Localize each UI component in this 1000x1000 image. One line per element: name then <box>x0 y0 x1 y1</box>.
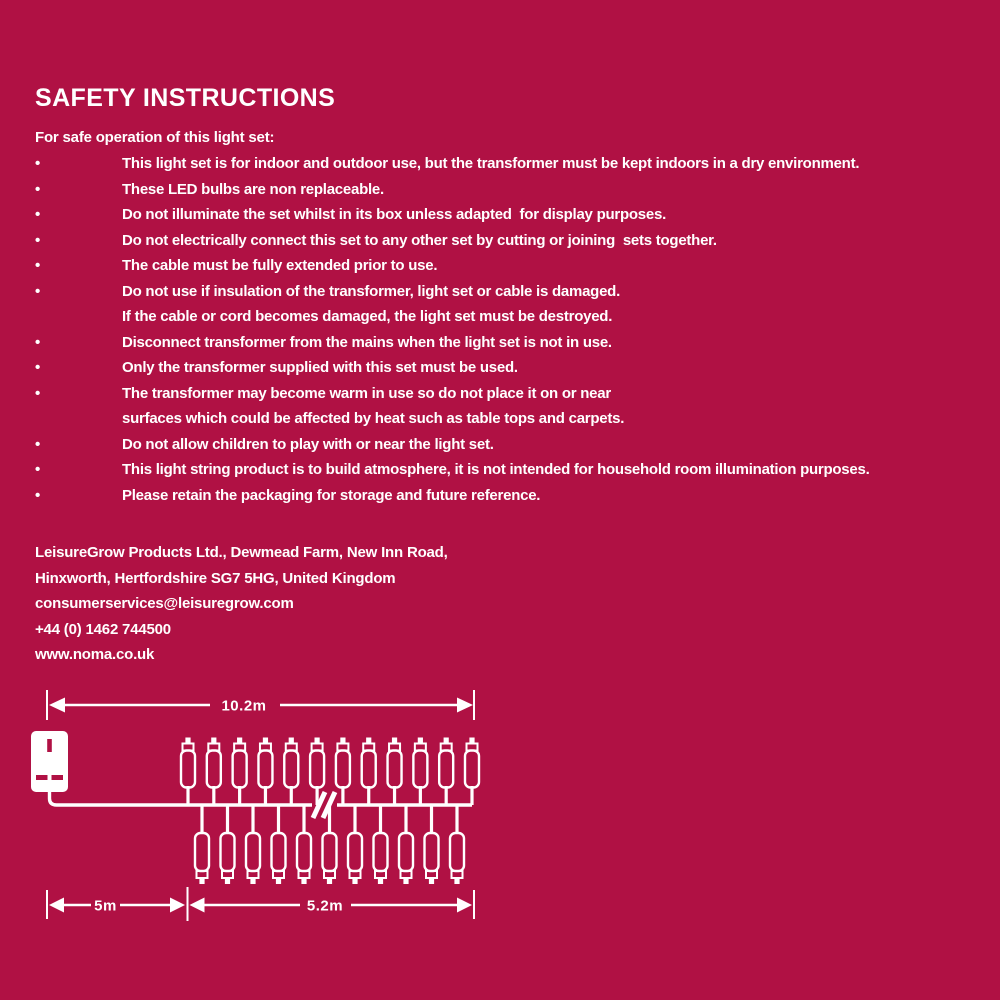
total-length-label: 10.2m <box>221 697 267 715</box>
bulb-up <box>233 738 247 806</box>
arrow-right-icon <box>457 898 472 913</box>
bulb-down <box>450 806 464 885</box>
bulb-down <box>425 806 439 885</box>
instruction-text: This light string product is to build atmosphere, it is not intended for household room illumination purposes. <box>122 461 870 478</box>
instruction-item <box>35 457 997 483</box>
lit-length-label: 5.2m <box>306 897 344 915</box>
bulb-tip <box>250 878 255 884</box>
bulb-tip <box>378 878 383 884</box>
bulb-tip <box>392 738 397 744</box>
instruction-item <box>35 406 997 432</box>
bulb-body <box>310 751 324 788</box>
instruction-text: The cable must be fully extended prior to use. <box>122 257 438 274</box>
arrow-left-icon <box>49 898 64 913</box>
instruction-item <box>35 330 997 356</box>
instruction-item <box>35 253 997 279</box>
bulb-body <box>323 833 337 871</box>
bulb-tip <box>340 738 345 744</box>
bullet-dot: • <box>35 155 41 172</box>
contact-line: Hinxworth, Hertfordshire SG7 5HG, United Kingdom <box>35 569 396 587</box>
page-title: SAFETY INSTRUCTIONS <box>35 84 336 112</box>
bulb-tip <box>199 878 204 884</box>
bulb-down <box>374 806 388 885</box>
lead-length-dimension <box>47 887 188 921</box>
bulb-body <box>399 833 413 871</box>
bullet-dot <box>35 406 122 432</box>
bullet-dot <box>35 304 122 330</box>
bulb-up <box>207 738 221 806</box>
bulb-tip <box>429 878 434 884</box>
instruction-item <box>35 228 997 254</box>
instruction-text: These LED bulbs are non replaceable. <box>122 180 384 198</box>
bulb-tip <box>301 878 306 884</box>
instruction-item <box>35 279 997 305</box>
instruction-item <box>35 151 997 177</box>
bulb-tip <box>211 738 216 744</box>
total-length-dimension <box>47 690 474 720</box>
bulb-up <box>336 738 350 806</box>
bulb-tip <box>469 738 474 744</box>
contact-line: +44 (0) 1462 744500 <box>35 620 171 638</box>
instruction-text: Please retain the packaging for storage and future reference. <box>122 486 541 504</box>
bulb-body <box>413 751 427 788</box>
bulb-body <box>233 751 247 788</box>
bulb-tip <box>225 878 230 884</box>
bulb-body <box>297 833 311 871</box>
instruction-text: This light set is for indoor and outdoor use, but the transformer must be kept indoors in a dry environment. <box>122 155 860 172</box>
bulbs-down-group <box>195 806 464 885</box>
light-string-cable <box>50 790 473 805</box>
bullet-dot: • <box>35 282 41 300</box>
bulb-body <box>425 833 439 871</box>
bulb-body <box>362 751 376 788</box>
instruction-text: Do not electrically connect this set to any other set by cutting or joining sets together. <box>122 231 717 249</box>
bulb-body <box>195 833 209 871</box>
instruction-item <box>35 483 997 509</box>
instruction-text: The transformer may become warm in use so do not place it on or near <box>122 384 611 402</box>
bulb-tip <box>185 738 190 744</box>
bulb-body <box>284 751 298 788</box>
arrow-right-icon <box>170 898 185 913</box>
bulb-body <box>272 833 286 871</box>
string-light-diagram <box>28 686 490 938</box>
bulb-down <box>195 806 209 885</box>
arrow-left-icon <box>49 698 65 713</box>
instruction-text: Do not allow children to play with or near the light set. <box>122 435 494 453</box>
bulb-up <box>181 738 195 806</box>
bulb-down <box>272 806 286 885</box>
bulb-tip <box>352 878 357 884</box>
instruction-text: surfaces which could be affected by heat such as table tops and carpets. <box>122 410 625 427</box>
bulb-up <box>465 738 479 806</box>
instruction-item <box>35 177 997 203</box>
bulb-tip <box>289 738 294 744</box>
bulb-body <box>388 751 402 788</box>
bulb-tip <box>314 738 319 744</box>
contact-line: www.noma.co.uk <box>35 646 155 664</box>
instruction-text: Do not illuminate the set whilst in its box unless adapted for display purposes. <box>122 206 667 223</box>
instruction-text: Disconnect transformer from the mains when the light set is not in use. <box>122 333 612 351</box>
bulb-body <box>374 833 388 871</box>
bulb-up <box>439 738 453 806</box>
bulb-body <box>336 751 350 788</box>
instruction-text: If the cable or cord becomes damaged, the light set must be destroyed. <box>122 308 613 325</box>
instruction-item <box>35 381 997 407</box>
contact-line: LeisureGrow Products Ltd., Dewmead Farm, New Inn Road, <box>35 544 448 561</box>
bullet-dot: • <box>35 206 41 223</box>
bullet-dot: • <box>35 486 41 504</box>
bulb-tip <box>454 878 459 884</box>
bulb-tip <box>263 738 268 744</box>
bulbs-up-group <box>181 738 479 806</box>
bulb-down <box>399 806 413 885</box>
bullet-dot: • <box>35 384 41 402</box>
bullet-dot: • <box>35 359 41 376</box>
bulb-tip <box>403 878 408 884</box>
instruction-text: Do not use if insulation of the transformer, light set or cable is damaged. <box>122 282 620 300</box>
bulb-tip <box>327 878 332 884</box>
intro-text: For safe operation of this light set: <box>35 129 275 146</box>
instruction-item <box>35 355 997 381</box>
bullet-dot: • <box>35 461 41 478</box>
bulb-body <box>465 751 479 788</box>
bulb-up <box>413 738 427 806</box>
bullet-dot: • <box>35 257 41 274</box>
bullet-dot: • <box>35 333 41 351</box>
instruction-item <box>35 304 997 330</box>
bulb-up <box>362 738 376 806</box>
bulb-down <box>348 806 362 885</box>
instruction-item <box>35 432 997 458</box>
bullet-dot: • <box>35 180 41 198</box>
bulb-up <box>258 738 272 806</box>
bulb-up <box>388 738 402 806</box>
bulb-up <box>284 738 298 806</box>
bullet-dot: • <box>35 231 41 249</box>
bulb-body <box>348 833 362 871</box>
arrow-right-icon <box>457 698 473 713</box>
bulb-down <box>221 806 235 885</box>
arrow-left-icon <box>190 898 205 913</box>
bulb-body <box>246 833 260 871</box>
bulb-body <box>450 833 464 871</box>
bulb-body <box>221 833 235 871</box>
bulb-body <box>181 751 195 788</box>
contact-line: consumerservices@leisuregrow.com <box>35 595 294 613</box>
bulb-tip <box>366 738 371 744</box>
lead-length-label: 5m <box>94 897 117 915</box>
lit-length-dimension <box>190 890 475 919</box>
bulb-tip <box>237 738 242 744</box>
bulb-tip <box>418 738 423 744</box>
contact-block <box>35 540 448 668</box>
bulb-body <box>439 751 453 788</box>
plug-icon <box>31 731 68 792</box>
bulb-body <box>258 751 272 788</box>
instruction-item <box>35 202 997 228</box>
bulb-body <box>207 751 221 788</box>
instruction-list <box>35 151 997 508</box>
bulb-down <box>246 806 260 885</box>
instruction-text: Only the transformer supplied with this set must be used. <box>122 359 518 376</box>
bulb-down <box>297 806 311 885</box>
bulb-tip <box>444 738 449 744</box>
bullet-dot: • <box>35 435 41 453</box>
bulb-tip <box>276 878 281 884</box>
